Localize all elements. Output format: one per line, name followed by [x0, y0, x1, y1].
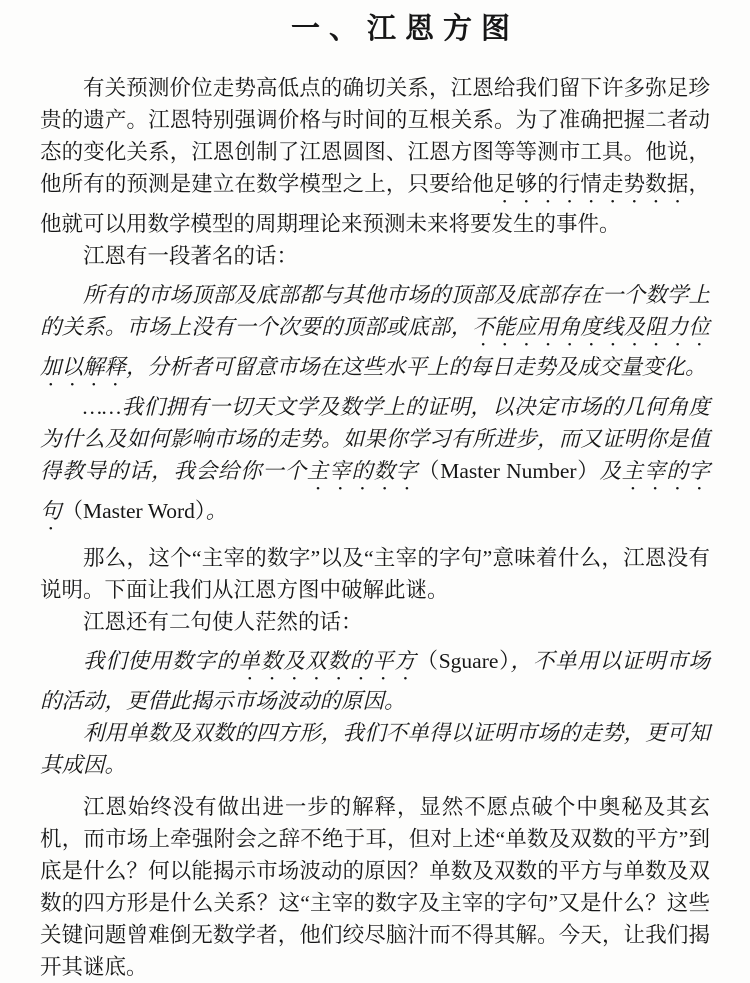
latin-run: （Sguare） — [416, 649, 511, 673]
text-run: 及 — [599, 459, 622, 483]
latin-run: （Master Number） — [418, 459, 600, 483]
latin-run: （Master Word） — [61, 499, 206, 523]
gann-quote-4: 利用单数及双数的四方形，我们不单得以证明市场的走势，更可知其成因。 — [40, 721, 710, 777]
text-run: ，他就可以用数学模型的周期理论来预测未来将要发生的事件。 — [40, 172, 710, 236]
text-run: 有关预测价位走势高低点的确切关系，江恩给我们留下许多弥足珍贵的遗产。江恩特别强调价格与时间的互根关系。为了准确把握二者动态的变化关系，江恩创制了江恩圆图、江恩方图等等测市工具。他说，他所有的预测是建立在数学模型之上，只要给他 — [40, 76, 710, 196]
gann-quote-1 — [40, 279, 710, 391]
text-run: ，分析者可留意市场在这些水平上的每日走势及成交量变化。 — [126, 355, 707, 379]
page-title: 一、江恩方图 — [290, 13, 519, 45]
quote-lead-1: 江恩有一段著名的话： — [83, 244, 299, 268]
gann-quote-2 — [40, 391, 710, 535]
intro-paragraph — [40, 72, 710, 240]
text-run: ，不单用以证明市场的活动，更借此揭示市场波动的原因。 — [40, 649, 710, 713]
emphasis-run: 不能应用角度线及阻力位加以解释 — [40, 315, 710, 379]
text-run: 我们使用数字的 — [83, 649, 239, 673]
emphasis-run: 主宰的字句 — [40, 459, 710, 523]
gann-quote-3 — [40, 645, 710, 717]
text-run: ……我们拥有一切天文学及数学上的证明，以决定市场的几何角度为什么及如何影响市场的走势。如果你学习有所进步，而又证明你是值得教导的话，我会给你一个 — [40, 395, 710, 483]
emphasis-run: 单数及双数的平方 — [238, 649, 417, 673]
closing-paragraph: 江恩始终没有做出进一步的解释，显然不愿点破个中奥秘及其玄机，而市场上牵强附会之辞不绝于耳，但对上述“单数及双数的平方”到底是什么？何以能揭示市场波动的原因？单数及双数的平方与单数及双数的四方形是什么关系？这“主宰的数字及主宰的字句”又是什么？这些关键问题曾难倒无数学者，他们绞尽脑汁而不得其解。今天，让我们揭开其谜底。 — [40, 795, 710, 979]
emphasis-run: 足够的行情走势数据 — [493, 172, 689, 196]
gann-quote-block-1 — [40, 279, 710, 535]
quote-lead-2: 江恩还有二句使人茫然的话： — [83, 610, 363, 634]
text-run: 。 — [205, 499, 228, 523]
emphasis-run: 主宰的数字 — [306, 459, 419, 483]
gann-quote-block-2 — [40, 645, 710, 781]
text-run: 所有的市场顶部及底部都与其他市场的顶部及底部存在一个数学上的关系。市场上没有一个次要的顶部或底部， — [40, 283, 710, 339]
transition-paragraph: 那么，这个“主宰的数字”以及“主宰的字句”意味着什么，江恩没有说明。下面让我们从江恩方图中破解此谜。 — [40, 546, 710, 602]
